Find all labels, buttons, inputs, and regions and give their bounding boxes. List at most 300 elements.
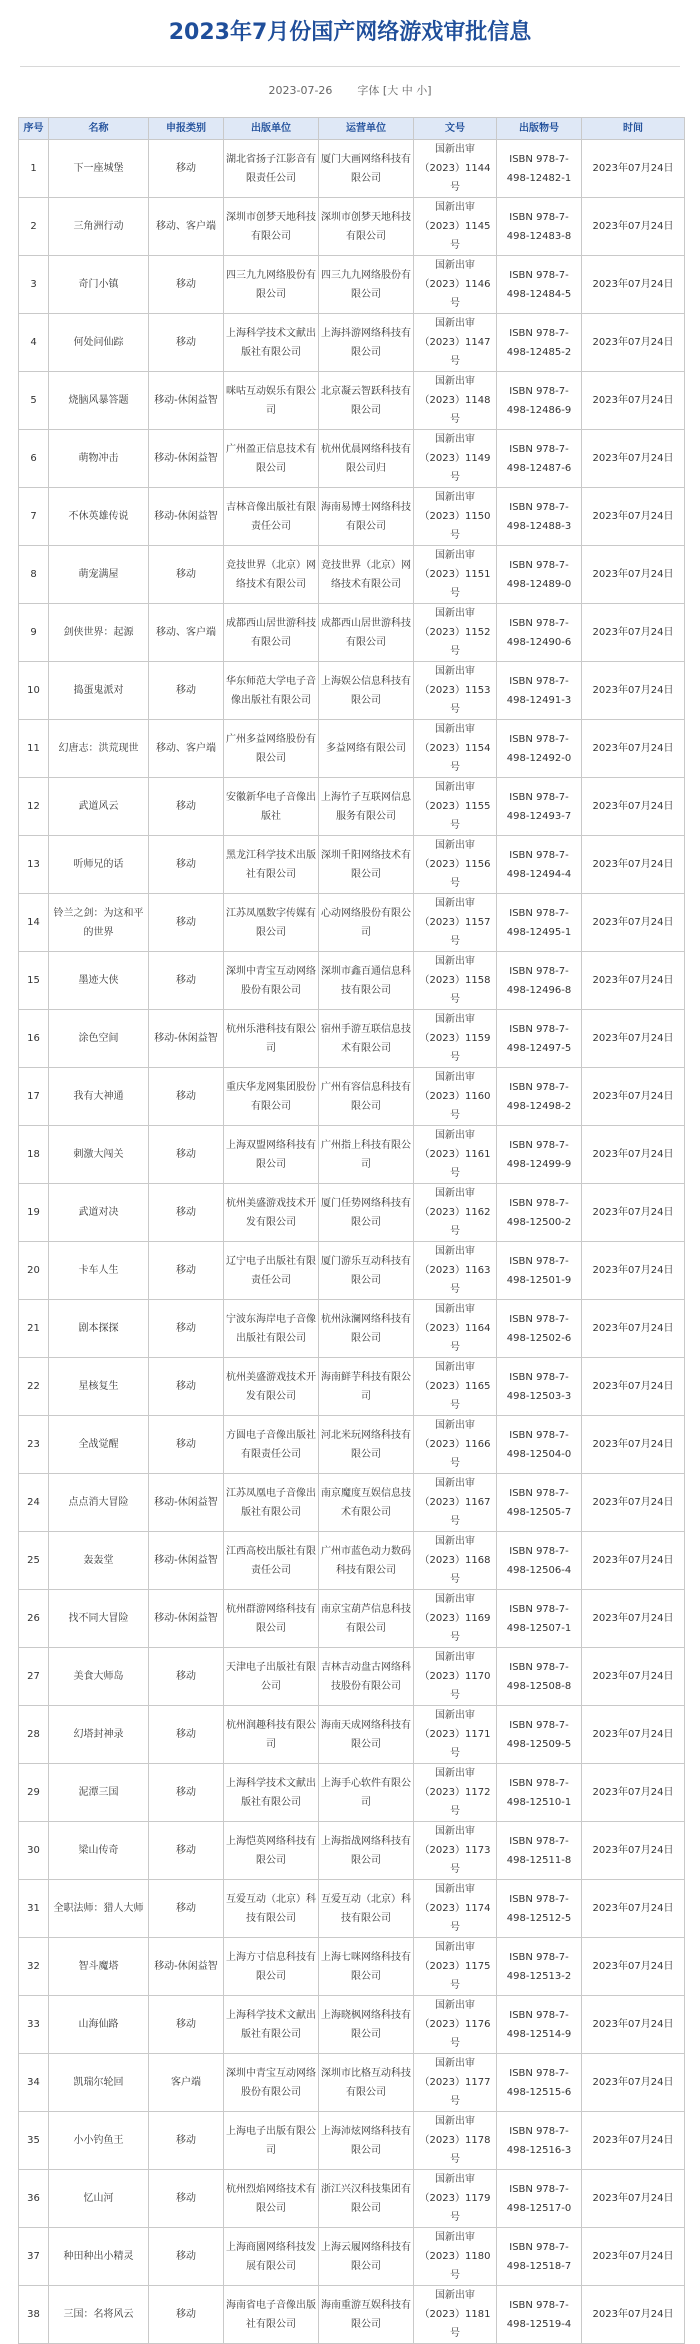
- cell-publisher: 深圳中青宝互动网络股份有限公司: [224, 952, 319, 1010]
- cell-operator: 深圳市创梦天地科技有限公司: [319, 198, 414, 256]
- cell-name: 找不同大冒险: [49, 1590, 149, 1648]
- cell-operator: 南京宝葫芦信息科技有限公司: [319, 1590, 414, 1648]
- cell-publisher: 江苏凤凰数字传媒有限公司: [224, 894, 319, 952]
- cell-no: 7: [19, 488, 49, 546]
- cell-isbn: ISBN 978-7-498-12518-7: [497, 2228, 582, 2286]
- cell-isbn: ISBN 978-7-498-12492-0: [497, 720, 582, 778]
- cell-category: 移动、客户端: [149, 604, 224, 662]
- table-row: [19, 836, 685, 894]
- cell-no: 26: [19, 1590, 49, 1648]
- cell-publisher: 江西高校出版社有限责任公司: [224, 1532, 319, 1590]
- cell-isbn: ISBN 978-7-498-12502-6: [497, 1300, 582, 1358]
- cell-name: 听师兄的话: [49, 836, 149, 894]
- table-row: [19, 198, 685, 256]
- cell-category: 移动: [149, 1822, 224, 1880]
- cell-document-no: 国新出审（2023）1161号: [414, 1126, 497, 1184]
- cell-document-no: 国新出审（2023）1152号: [414, 604, 497, 662]
- cell-operator: 深圳市比格互动科技有限公司: [319, 2054, 414, 2112]
- cell-no: 16: [19, 1010, 49, 1068]
- cell-isbn: ISBN 978-7-498-12511-8: [497, 1822, 582, 1880]
- cell-category: 移动、客户端: [149, 720, 224, 778]
- cell-category: 移动: [149, 1648, 224, 1706]
- cell-category: 移动: [149, 2228, 224, 2286]
- table-row: [19, 662, 685, 720]
- cell-name: 泥潭三国: [49, 1764, 149, 1822]
- cell-name: 不休英雄传说: [49, 488, 149, 546]
- cell-publisher: 杭州乐港科技有限公司: [224, 1010, 319, 1068]
- cell-operator: 广州有容信息科技有限公司: [319, 1068, 414, 1126]
- cell-name: 种田种出小精灵: [49, 2228, 149, 2286]
- cell-publisher: 上海科学技术文献出版社有限公司: [224, 1764, 319, 1822]
- cell-publisher: 重庆华龙网集团股份有限公司: [224, 1068, 319, 1126]
- cell-date: 2023年07月24日: [582, 894, 685, 952]
- cell-name: 捣蛋鬼派对: [49, 662, 149, 720]
- cell-publisher: 广州盈正信息技术有限公司: [224, 430, 319, 488]
- table-row: [19, 430, 685, 488]
- cell-isbn: ISBN 978-7-498-12485-2: [497, 314, 582, 372]
- table-header-row: [19, 118, 685, 140]
- cell-category: 移动-休闲益智: [149, 1532, 224, 1590]
- cell-no: 9: [19, 604, 49, 662]
- cell-no: 18: [19, 1126, 49, 1184]
- cell-date: 2023年07月24日: [582, 140, 685, 198]
- cell-isbn: ISBN 978-7-498-12496-8: [497, 952, 582, 1010]
- cell-isbn: ISBN 978-7-498-12504-0: [497, 1416, 582, 1474]
- cell-isbn: ISBN 978-7-498-12513-2: [497, 1938, 582, 1996]
- cell-name: 全职法师：猎人大师: [49, 1880, 149, 1938]
- cell-operator: 上海竹子互联网信息服务有限公司: [319, 778, 414, 836]
- cell-operator: 北京凝云智跃科技有限公司: [319, 372, 414, 430]
- cell-document-no: 国新出审（2023）1145号: [414, 198, 497, 256]
- cell-document-no: 国新出审（2023）1176号: [414, 1996, 497, 2054]
- cell-no: 22: [19, 1358, 49, 1416]
- table-row: [19, 720, 685, 778]
- table-row: [19, 140, 685, 198]
- cell-document-no: 国新出审（2023）1175号: [414, 1938, 497, 1996]
- cell-document-no: 国新出审（2023）1160号: [414, 1068, 497, 1126]
- cell-operator: 宿州手游互联信息技术有限公司: [319, 1010, 414, 1068]
- cell-no: 38: [19, 2286, 49, 2344]
- cell-name: 铃兰之剑：为这和平的世界: [49, 894, 149, 952]
- cell-publisher: 广州多益网络股份有限公司: [224, 720, 319, 778]
- cell-date: 2023年07月24日: [582, 1532, 685, 1590]
- table-row: [19, 2228, 685, 2286]
- cell-category: 移动: [149, 894, 224, 952]
- cell-no: 14: [19, 894, 49, 952]
- cell-date: 2023年07月24日: [582, 1706, 685, 1764]
- cell-operator: 竞技世界（北京）网络技术有限公司: [319, 546, 414, 604]
- table-body: [19, 140, 685, 2344]
- cell-name: 武道对决: [49, 1184, 149, 1242]
- cell-publisher: 黑龙江科学技术出版社有限公司: [224, 836, 319, 894]
- cell-isbn: ISBN 978-7-498-12484-5: [497, 256, 582, 314]
- table-row: [19, 2286, 685, 2344]
- table-row: [19, 546, 685, 604]
- cell-category: 移动、客户端: [149, 198, 224, 256]
- cell-isbn: ISBN 978-7-498-12497-5: [497, 1010, 582, 1068]
- cell-publisher: 华东师范大学电子音像出版社有限公司: [224, 662, 319, 720]
- cell-category: 移动: [149, 2170, 224, 2228]
- cell-category: 移动: [149, 1126, 224, 1184]
- cell-no: 3: [19, 256, 49, 314]
- cell-name: 智斗魔塔: [49, 1938, 149, 1996]
- cell-publisher: 上海科学技术文献出版社有限公司: [224, 1996, 319, 2054]
- table-row: [19, 1358, 685, 1416]
- cell-category: 移动: [149, 2286, 224, 2344]
- table-row: [19, 2112, 685, 2170]
- cell-no: 15: [19, 952, 49, 1010]
- cell-no: 5: [19, 372, 49, 430]
- cell-name: 轰轰堂: [49, 1532, 149, 1590]
- cell-operator: 南京魔度互娱信息技术有限公司: [319, 1474, 414, 1532]
- table-row: [19, 2054, 685, 2112]
- cell-operator: 海南鲜芋科技有限公司: [319, 1358, 414, 1416]
- cell-category: 客户端: [149, 2054, 224, 2112]
- cell-isbn: ISBN 978-7-498-12495-1: [497, 894, 582, 952]
- cell-date: 2023年07月24日: [582, 1126, 685, 1184]
- cell-no: 19: [19, 1184, 49, 1242]
- cell-date: 2023年07月24日: [582, 1242, 685, 1300]
- cell-category: 移动: [149, 1764, 224, 1822]
- cell-name: 刺激大闯关: [49, 1126, 149, 1184]
- cell-name: 卡车人生: [49, 1242, 149, 1300]
- cell-category: 移动: [149, 952, 224, 1010]
- cell-name: 三角洲行动: [49, 198, 149, 256]
- cell-operator: 上海指战网络科技有限公司: [319, 1822, 414, 1880]
- cell-publisher: 上海商園网络科技发展有限公司: [224, 2228, 319, 2286]
- header-category: 申报类别: [149, 118, 224, 140]
- cell-isbn: ISBN 978-7-498-12490-6: [497, 604, 582, 662]
- cell-date: 2023年07月24日: [582, 720, 685, 778]
- cell-no: 10: [19, 662, 49, 720]
- cell-name: 全战觉醒: [49, 1416, 149, 1474]
- cell-category: 移动-休闲益智: [149, 488, 224, 546]
- cell-date: 2023年07月24日: [582, 2228, 685, 2286]
- cell-date: 2023年07月24日: [582, 1416, 685, 1474]
- cell-publisher: 宁波东海岸电子音像出版社有限公司: [224, 1300, 319, 1358]
- cell-publisher: 成都西山居世游科技有限公司: [224, 604, 319, 662]
- cell-name: 幻唐志：洪荒现世: [49, 720, 149, 778]
- cell-publisher: 方圆电子音像出版社有限责任公司: [224, 1416, 319, 1474]
- cell-publisher: 咪咕互动娱乐有限公司: [224, 372, 319, 430]
- cell-isbn: ISBN 978-7-498-12494-4: [497, 836, 582, 894]
- cell-publisher: 江苏凤凰电子音像出版社有限公司: [224, 1474, 319, 1532]
- cell-no: 21: [19, 1300, 49, 1358]
- cell-isbn: ISBN 978-7-498-12501-9: [497, 1242, 582, 1300]
- cell-document-no: 国新出审（2023）1158号: [414, 952, 497, 1010]
- cell-category: 移动: [149, 256, 224, 314]
- cell-date: 2023年07月24日: [582, 1822, 685, 1880]
- table-row: [19, 1126, 685, 1184]
- cell-isbn: ISBN 978-7-498-12506-4: [497, 1532, 582, 1590]
- cell-document-no: 国新出审（2023）1172号: [414, 1764, 497, 1822]
- cell-isbn: ISBN 978-7-498-12488-3: [497, 488, 582, 546]
- cell-date: 2023年07月24日: [582, 2170, 685, 2228]
- cell-operator: 广州市蓝色动力数码科技有限公司: [319, 1532, 414, 1590]
- table-row: [19, 604, 685, 662]
- cell-date: 2023年07月24日: [582, 546, 685, 604]
- cell-no: 28: [19, 1706, 49, 1764]
- cell-document-no: 国新出审（2023）1144号: [414, 140, 497, 198]
- cell-publisher: 杭州美盛游戏技术开发有限公司: [224, 1184, 319, 1242]
- cell-no: 8: [19, 546, 49, 604]
- cell-name: 何处问仙踪: [49, 314, 149, 372]
- cell-date: 2023年07月24日: [582, 662, 685, 720]
- cell-isbn: ISBN 978-7-498-12486-9: [497, 372, 582, 430]
- cell-no: 31: [19, 1880, 49, 1938]
- table-row: [19, 372, 685, 430]
- cell-document-no: 国新出审（2023）1162号: [414, 1184, 497, 1242]
- cell-document-no: 国新出审（2023）1157号: [414, 894, 497, 952]
- cell-no: 33: [19, 1996, 49, 2054]
- cell-isbn: ISBN 978-7-498-12505-7: [497, 1474, 582, 1532]
- cell-no: 30: [19, 1822, 49, 1880]
- cell-document-no: 国新出审（2023）1146号: [414, 256, 497, 314]
- cell-date: 2023年07月24日: [582, 372, 685, 430]
- page-title: 2023年7月份国产网络游戏审批信息: [168, 20, 532, 45]
- cell-date: 2023年07月24日: [582, 2054, 685, 2112]
- cell-date: 2023年07月24日: [582, 1880, 685, 1938]
- cell-no: 11: [19, 720, 49, 778]
- cell-publisher: 辽宁电子出版社有限责任公司: [224, 1242, 319, 1300]
- cell-document-no: 国新出审（2023）1150号: [414, 488, 497, 546]
- cell-document-no: 国新出审（2023）1168号: [414, 1532, 497, 1590]
- cell-document-no: 国新出审（2023）1156号: [414, 836, 497, 894]
- cell-isbn: ISBN 978-7-498-12514-9: [497, 1996, 582, 2054]
- cell-name: 梁山传奇: [49, 1822, 149, 1880]
- cell-document-no: 国新出审（2023）1166号: [414, 1416, 497, 1474]
- cell-no: 12: [19, 778, 49, 836]
- table-row: [19, 1880, 685, 1938]
- cell-name: 下一座城堡: [49, 140, 149, 198]
- table-row: [19, 1938, 685, 1996]
- title-divider: [20, 66, 680, 67]
- cell-no: 2: [19, 198, 49, 256]
- cell-category: 移动: [149, 546, 224, 604]
- cell-date: 2023年07月24日: [582, 2112, 685, 2170]
- cell-name: 幻塔封神录: [49, 1706, 149, 1764]
- meta-line: [0, 81, 700, 101]
- cell-operator: 上海晓枫网络科技有限公司: [319, 1996, 414, 2054]
- cell-date: 2023年07月24日: [582, 1010, 685, 1068]
- table-row: [19, 1068, 685, 1126]
- cell-publisher: 深圳市创梦天地科技有限公司: [224, 198, 319, 256]
- cell-isbn: ISBN 978-7-498-12489-0: [497, 546, 582, 604]
- cell-isbn: ISBN 978-7-498-12510-1: [497, 1764, 582, 1822]
- cell-name: 墨迹大侠: [49, 952, 149, 1010]
- table-row: [19, 1996, 685, 2054]
- cell-isbn: ISBN 978-7-498-12500-2: [497, 1184, 582, 1242]
- cell-no: 6: [19, 430, 49, 488]
- cell-date: 2023年07月24日: [582, 604, 685, 662]
- cell-date: 2023年07月24日: [582, 2286, 685, 2344]
- cell-publisher: 上海双盟网络科技有限公司: [224, 1126, 319, 1184]
- cell-date: 2023年07月24日: [582, 778, 685, 836]
- cell-document-no: 国新出审（2023）1159号: [414, 1010, 497, 1068]
- cell-name: 我有大神通: [49, 1068, 149, 1126]
- cell-document-no: 国新出审（2023）1170号: [414, 1648, 497, 1706]
- cell-no: 36: [19, 2170, 49, 2228]
- cell-operator: 厦门游乐互动科技有限公司: [319, 1242, 414, 1300]
- cell-date: 2023年07月24日: [582, 1184, 685, 1242]
- cell-operator: 互爱互动（北京）科技有限公司: [319, 1880, 414, 1938]
- cell-operator: 河北米玩网络科技有限公司: [319, 1416, 414, 1474]
- cell-no: 34: [19, 2054, 49, 2112]
- table-row: [19, 1416, 685, 1474]
- cell-publisher: 上海电子出版有限公司: [224, 2112, 319, 2170]
- cell-isbn: ISBN 978-7-498-12487-6: [497, 430, 582, 488]
- cell-no: 25: [19, 1532, 49, 1590]
- cell-date: 2023年07月24日: [582, 1590, 685, 1648]
- cell-date: 2023年07月24日: [582, 1474, 685, 1532]
- cell-name: 萌宠满屋: [49, 546, 149, 604]
- font-size-medium[interactable]: 中: [401, 84, 413, 97]
- table-row: [19, 488, 685, 546]
- cell-no: 13: [19, 836, 49, 894]
- cell-publisher: 四三九九网络股份有限公司: [224, 256, 319, 314]
- cell-no: 32: [19, 1938, 49, 1996]
- cell-publisher: 天津电子出版社有限公司: [224, 1648, 319, 1706]
- cell-category: 移动-休闲益智: [149, 1590, 224, 1648]
- cell-publisher: 杭州烈焰网络技术有限公司: [224, 2170, 319, 2228]
- cell-publisher: 杭州润趣科技有限公司: [224, 1706, 319, 1764]
- cell-date: 2023年07月24日: [582, 836, 685, 894]
- cell-document-no: 国新出审（2023）1173号: [414, 1822, 497, 1880]
- cell-publisher: 吉林音像出版社有限责任公司: [224, 488, 319, 546]
- cell-category: 移动: [149, 1358, 224, 1416]
- cell-operator: 上海七咪网络科技有限公司: [319, 1938, 414, 1996]
- cell-document-no: 国新出审（2023）1154号: [414, 720, 497, 778]
- cell-category: 移动-休闲益智: [149, 1010, 224, 1068]
- cell-category: 移动: [149, 2112, 224, 2170]
- table-row: [19, 1532, 685, 1590]
- cell-date: 2023年07月24日: [582, 430, 685, 488]
- cell-isbn: ISBN 978-7-498-12508-8: [497, 1648, 582, 1706]
- font-size-small[interactable]: 小: [416, 84, 428, 97]
- cell-document-no: 国新出审（2023）1178号: [414, 2112, 497, 2170]
- table-row: [19, 1242, 685, 1300]
- cell-operator: 四三九九网络股份有限公司: [319, 256, 414, 314]
- cell-document-no: 国新出审（2023）1180号: [414, 2228, 497, 2286]
- table-row: [19, 778, 685, 836]
- cell-isbn: ISBN 978-7-498-12503-3: [497, 1358, 582, 1416]
- cell-document-no: 国新出审（2023）1147号: [414, 314, 497, 372]
- cell-no: 35: [19, 2112, 49, 2170]
- cell-operator: 上海娱公信息科技有限公司: [319, 662, 414, 720]
- cell-category: 移动: [149, 1416, 224, 1474]
- cell-date: 2023年07月24日: [582, 198, 685, 256]
- cell-operator: 心动网络股份有限公司: [319, 894, 414, 952]
- cell-publisher: 上海方寸信息科技有限公司: [224, 1938, 319, 1996]
- cell-document-no: 国新出审（2023）1171号: [414, 1706, 497, 1764]
- cell-name: 奇门小镇: [49, 256, 149, 314]
- cell-name: 点点消大冒险: [49, 1474, 149, 1532]
- cell-category: 移动: [149, 836, 224, 894]
- cell-date: 2023年07月24日: [582, 488, 685, 546]
- cell-name: 烧脑风暴答题: [49, 372, 149, 430]
- table-row: [19, 952, 685, 1010]
- cell-publisher: 湖北省扬子江影音有限责任公司: [224, 140, 319, 198]
- cell-operator: 深圳市鑫百通信息科技有限公司: [319, 952, 414, 1010]
- cell-publisher: 上海科学技术文献出版社有限公司: [224, 314, 319, 372]
- cell-name: 凯瑞尔轮回: [49, 2054, 149, 2112]
- cell-no: 20: [19, 1242, 49, 1300]
- header-isbn: 出版物号: [497, 118, 582, 140]
- table-row: [19, 1822, 685, 1880]
- cell-document-no: 国新出审（2023）1149号: [414, 430, 497, 488]
- cell-operator: 杭州泳澜网络科技有限公司: [319, 1300, 414, 1358]
- cell-publisher: 深圳中青宝互动网络股份有限公司: [224, 2054, 319, 2112]
- cell-date: 2023年07月24日: [582, 1996, 685, 2054]
- publish-date: 2023-07-26: [268, 84, 333, 97]
- cell-no: 24: [19, 1474, 49, 1532]
- table-row: [19, 1300, 685, 1358]
- header-no: 序号: [19, 118, 49, 140]
- cell-no: 1: [19, 140, 49, 198]
- cell-isbn: ISBN 978-7-498-12516-3: [497, 2112, 582, 2170]
- cell-publisher: 上海恺英网络科技有限公司: [224, 1822, 319, 1880]
- cell-name: 剧本探探: [49, 1300, 149, 1358]
- cell-isbn: ISBN 978-7-498-12498-2: [497, 1068, 582, 1126]
- cell-isbn: ISBN 978-7-498-12482-1: [497, 140, 582, 198]
- font-size-large[interactable]: 大: [387, 84, 399, 97]
- cell-isbn: ISBN 978-7-498-12515-6: [497, 2054, 582, 2112]
- header-name: 名称: [49, 118, 149, 140]
- cell-category: 移动: [149, 1880, 224, 1938]
- cell-document-no: 国新出审（2023）1164号: [414, 1300, 497, 1358]
- cell-no: 27: [19, 1648, 49, 1706]
- cell-name: 萌物冲击: [49, 430, 149, 488]
- cell-date: 2023年07月24日: [582, 1358, 685, 1416]
- cell-document-no: 国新出审（2023）1153号: [414, 662, 497, 720]
- table-row: [19, 1764, 685, 1822]
- header-date: 时间: [582, 118, 685, 140]
- cell-category: 移动-休闲益智: [149, 1474, 224, 1532]
- cell-document-no: 国新出审（2023）1148号: [414, 372, 497, 430]
- cell-publisher: 杭州美盛游戏技术开发有限公司: [224, 1358, 319, 1416]
- cell-date: 2023年07月24日: [582, 1068, 685, 1126]
- cell-operator: 上海手心软件有限公司: [319, 1764, 414, 1822]
- cell-category: 移动: [149, 778, 224, 836]
- cell-category: 移动: [149, 662, 224, 720]
- table-row: [19, 1010, 685, 1068]
- cell-operator: 海南重游互娱科技有限公司: [319, 2286, 414, 2344]
- font-size-switcher: [大 中 小]: [382, 84, 432, 97]
- cell-isbn: ISBN 978-7-498-12483-8: [497, 198, 582, 256]
- cell-category: 移动: [149, 1242, 224, 1300]
- table-row: [19, 1706, 685, 1764]
- cell-operator: 浙江兴汉科技集团有限公司: [319, 2170, 414, 2228]
- cell-operator: 广州指上科技有限公司: [319, 1126, 414, 1184]
- cell-isbn: ISBN 978-7-498-12512-5: [497, 1880, 582, 1938]
- table-row: [19, 1590, 685, 1648]
- cell-publisher: 安徽新华电子音像出版社: [224, 778, 319, 836]
- header-operator: 运营单位: [319, 118, 414, 140]
- cell-no: 37: [19, 2228, 49, 2286]
- cell-name: 剑侠世界：起源: [49, 604, 149, 662]
- cell-category: 移动: [149, 140, 224, 198]
- cell-category: 移动-休闲益智: [149, 372, 224, 430]
- cell-name: 涂色空间: [49, 1010, 149, 1068]
- cell-operator: 深圳千阳网络技术有限公司: [319, 836, 414, 894]
- cell-document-no: 国新出审（2023）1167号: [414, 1474, 497, 1532]
- cell-category: 移动-休闲益智: [149, 430, 224, 488]
- cell-no: 29: [19, 1764, 49, 1822]
- cell-category: 移动: [149, 1706, 224, 1764]
- cell-document-no: 国新出审（2023）1177号: [414, 2054, 497, 2112]
- cell-publisher: 海南省电子音像出版社有限公司: [224, 2286, 319, 2344]
- cell-isbn: ISBN 978-7-498-12499-9: [497, 1126, 582, 1184]
